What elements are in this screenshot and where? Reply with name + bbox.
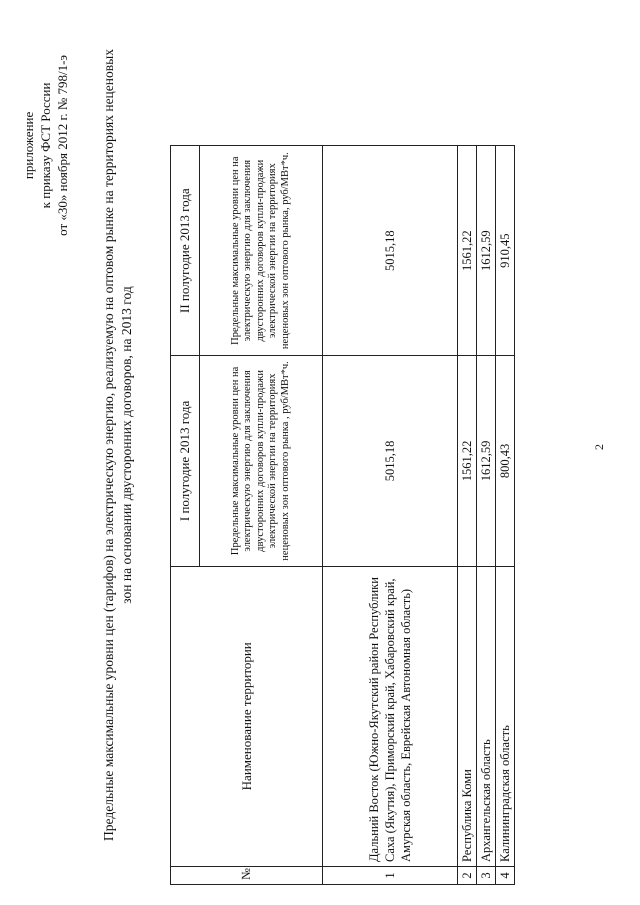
header-period-2: II полугодие 2013 года xyxy=(171,146,200,356)
row-territory: Калининградская область xyxy=(496,566,515,866)
header-measure-1: Предельные максимальные уровни цен на электрическую энергию для заключения двусторонних договоров купли-продажи электрической энергии на территориях неценовых зон оптового рынка , руб/МВт*ч. xyxy=(200,356,323,566)
table-row xyxy=(496,146,515,885)
header-measure-2: Предельные максимальные уровни цен на электрическую энергию для заключения двусторонних договоров купли-продажи электрической энергии на территориях неценовых зон оптового рынка, руб/МВт*ч. xyxy=(200,146,323,356)
table-row xyxy=(323,146,458,885)
header-num: № xyxy=(171,866,323,884)
row-value-h1: 1612,59 xyxy=(477,356,496,566)
annex-line-2: к приказу ФСТ России xyxy=(38,82,53,209)
table-row xyxy=(477,146,496,885)
document-title xyxy=(100,5,136,885)
price-table xyxy=(170,145,515,885)
row-value-h1: 1561,22 xyxy=(458,356,477,566)
row-territory: Архангельская область xyxy=(477,566,496,866)
row-value-h2: 1612,59 xyxy=(477,146,496,356)
page-number: 2 xyxy=(592,444,606,450)
table-row xyxy=(458,146,477,885)
header-territory: Наименование территории xyxy=(171,566,323,866)
title-line-1: Предельные максимальные уровни цен (тарифов) на электрическую энергию, реализуемую на оптовом рынке на территориях неценовых xyxy=(101,49,116,841)
row-territory: Республика Коми xyxy=(458,566,477,866)
row-num: 4 xyxy=(496,866,515,884)
row-territory: Дальний Восток (Южно-Якутский район Республики Саха (Якутия), Приморский край, Хабаровский край, Амурская область, Еврейская Автономная область) xyxy=(323,566,458,866)
row-num: 3 xyxy=(477,866,496,884)
annex-line-3: от «30» ноября 2012 г. № 798/1-э xyxy=(55,55,70,236)
row-value-h1: 5015,18 xyxy=(323,356,458,566)
header-period-1: I полугодие 2013 года xyxy=(171,356,200,566)
row-value-h2: 1561,22 xyxy=(458,146,477,356)
row-value-h2: 5015,18 xyxy=(323,146,458,356)
annex-block xyxy=(20,55,71,236)
row-num: 2 xyxy=(458,866,477,884)
annex-line-1: приложение xyxy=(21,111,36,180)
row-num: 1 xyxy=(323,866,458,884)
title-line-2: зон на основании двусторонних договоров, на 2013 год xyxy=(119,286,134,604)
row-value-h1: 800,43 xyxy=(496,356,515,566)
row-value-h2: 910,45 xyxy=(496,146,515,356)
